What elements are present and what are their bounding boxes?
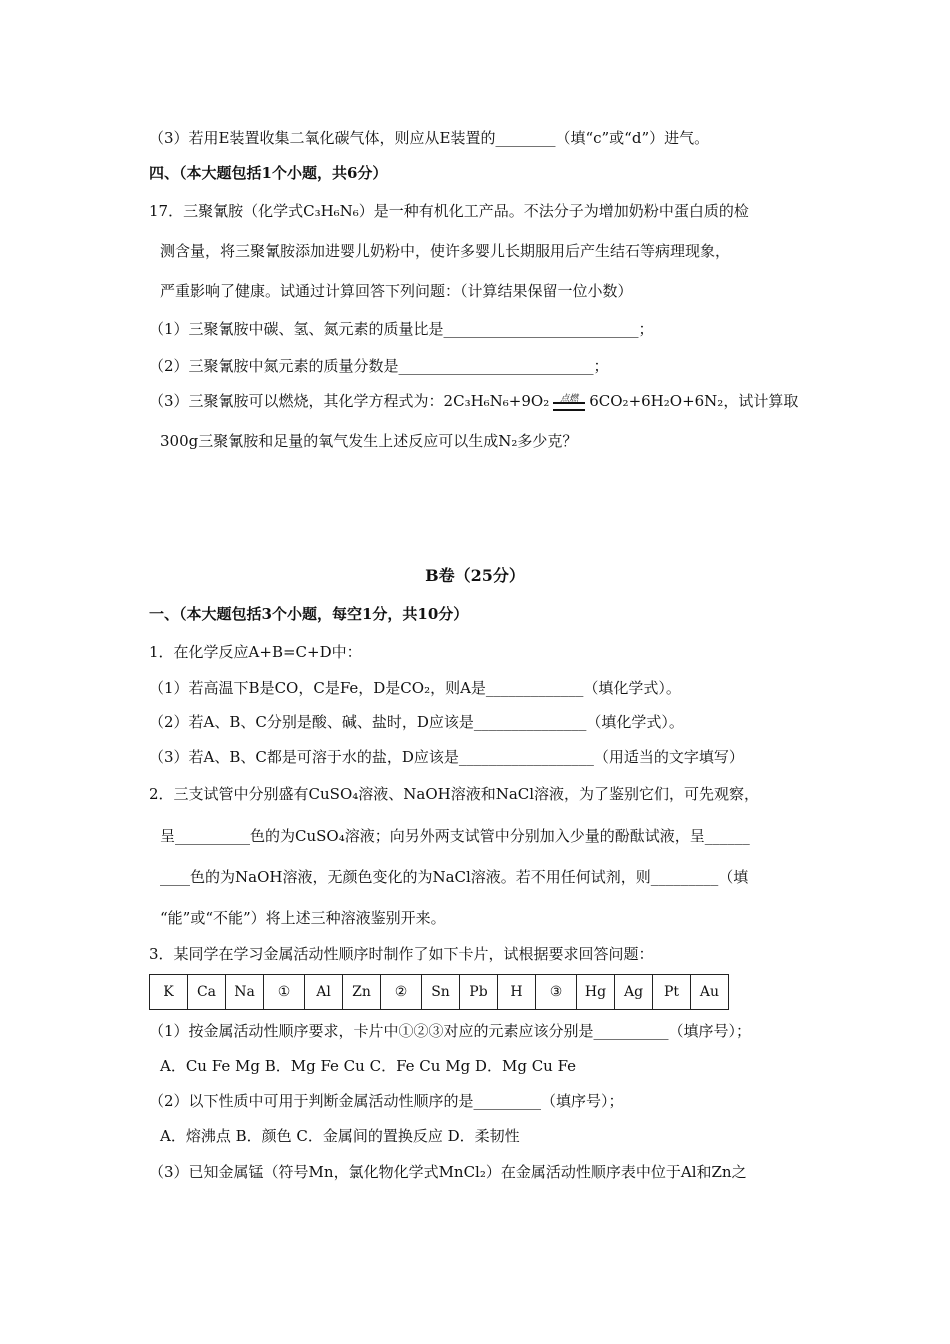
reaction-condition: 点燃 xyxy=(560,394,579,404)
question-17-line-3: 严重影响了健康。试通过计算回答下列问题：（计算结果保留一位小数） xyxy=(160,282,633,300)
question-16-part-3: （3）若用E装置收集二氧化碳气体，则应从E装置的________（填“c”或“d”）进气。 xyxy=(149,129,710,147)
question-17-part-1: （1）三聚氰胺中碳、氢、氮元素的质量比是__________________________； xyxy=(149,320,654,338)
metal-activity-card-table xyxy=(149,974,729,1010)
reaction-arrow xyxy=(551,391,587,413)
metal-card-row xyxy=(150,975,729,1010)
question-b2-line-2: 呈__________色的为CuSO₄溶液；向另外两支试管中分别加入少量的酚酞试液，呈______ xyxy=(160,827,750,845)
question-17-line-2: 测含量，将三聚氰胺添加进婴儿奶粉中，使许多婴儿长期服用后产生结石等病理现象， xyxy=(160,242,731,260)
metal-card: Hg xyxy=(577,975,615,1010)
metal-card: ① xyxy=(264,975,305,1010)
question-b3: 3．某同学在学习金属活动性顺序时制作了如下卡片，试根据要求回答问题： xyxy=(149,945,654,963)
question-b1-part-3: （3）若A、B、C都是可溶于水的盐，D应该是__________________（用适当的文字填写） xyxy=(149,748,744,766)
metal-card: ③ xyxy=(536,975,577,1010)
metal-card: H xyxy=(498,975,536,1010)
question-17-part-3 xyxy=(149,390,798,413)
metal-card: Zn xyxy=(343,975,381,1010)
question-17-line-1: 17．三聚氰胺（化学式C₃H₆N₆）是一种有机化工产品。不法分子为增加奶粉中蛋白质的检 xyxy=(149,202,749,220)
question-b3-part-3: （3）已知金属锰（符号Mn，氯化物化学式MnCl₂）在金属活动性顺序表中位于Al和Zn之 xyxy=(149,1163,747,1181)
metal-card: ② xyxy=(381,975,422,1010)
question-b1-part-2: （2）若A、B、C分别是酸、碱、盐时，D应该是_______________（填化学式）。 xyxy=(149,713,684,731)
question-b3-part-2: （2）以下性质中可用于判断金属活动性顺序的是_________（填序号）； xyxy=(149,1092,624,1110)
metal-card: Au xyxy=(691,975,729,1010)
question-b3-part-2-options: A．熔沸点 B．颜色 C．金属间的置换反应 D．柔韧性 xyxy=(160,1127,520,1145)
part-b-title: B卷（25分） xyxy=(425,566,525,585)
metal-card: Ag xyxy=(615,975,653,1010)
question-b2-line-1: 2．三支试管中分别盛有CuSO₄溶液、NaOH溶液和NaCl溶液，为了鉴别它们，可先观察， xyxy=(149,785,760,803)
question-b3-part-1-options: A．Cu Fe Mg B．Mg Fe Cu C．Fe Cu Mg D．Mg Cu Fe xyxy=(160,1057,577,1075)
question-17-part-2: （2）三聚氰胺中氮元素的质量分数是__________________________； xyxy=(149,357,609,375)
question-b2-line-3: ____色的为NaOH溶液，无颜色变化的为NaCl溶液。若不用任何试剂，则_________（填 xyxy=(160,868,749,886)
question-b2-line-4: “能”或“不能”）将上述三种溶液鉴别开来。 xyxy=(160,909,446,927)
part-b-section-1-heading: 一、（本大题包括3个小题，每空1分，共10分） xyxy=(149,605,469,623)
section-4-heading: 四、（本大题包括1个小题，共6分） xyxy=(149,164,388,182)
equation-right: 6CO₂+6H₂O+6N₂，试计算取 xyxy=(589,392,799,410)
metal-card: Al xyxy=(305,975,343,1010)
metal-card: Sn xyxy=(422,975,460,1010)
question-17-part-3-line-2: 300g三聚氰胺和足量的氧气发生上述反应可以生成N₂多少克？ xyxy=(160,432,578,450)
metal-card: K xyxy=(150,975,188,1010)
equation-left: （3）三聚氰胺可以燃烧，其化学方程式为：2C₃H₆N₆+9O₂ xyxy=(149,392,550,410)
question-b3-part-1: （1）按金属活动性顺序要求，卡片中①②③对应的元素应该分别是__________（填序号）； xyxy=(149,1022,752,1040)
question-b1-part-1: （1）若高温下B是CO，C是Fe，D是CO₂，则A是_____________（填化学式）。 xyxy=(149,679,681,697)
metal-card: Pt xyxy=(653,975,691,1010)
metal-card: Pb xyxy=(460,975,498,1010)
metal-card: Ca xyxy=(188,975,226,1010)
metal-card: Na xyxy=(226,975,264,1010)
equals-bars xyxy=(553,402,585,411)
question-b1: 1．在化学反应A+B=C+D中： xyxy=(149,643,362,661)
